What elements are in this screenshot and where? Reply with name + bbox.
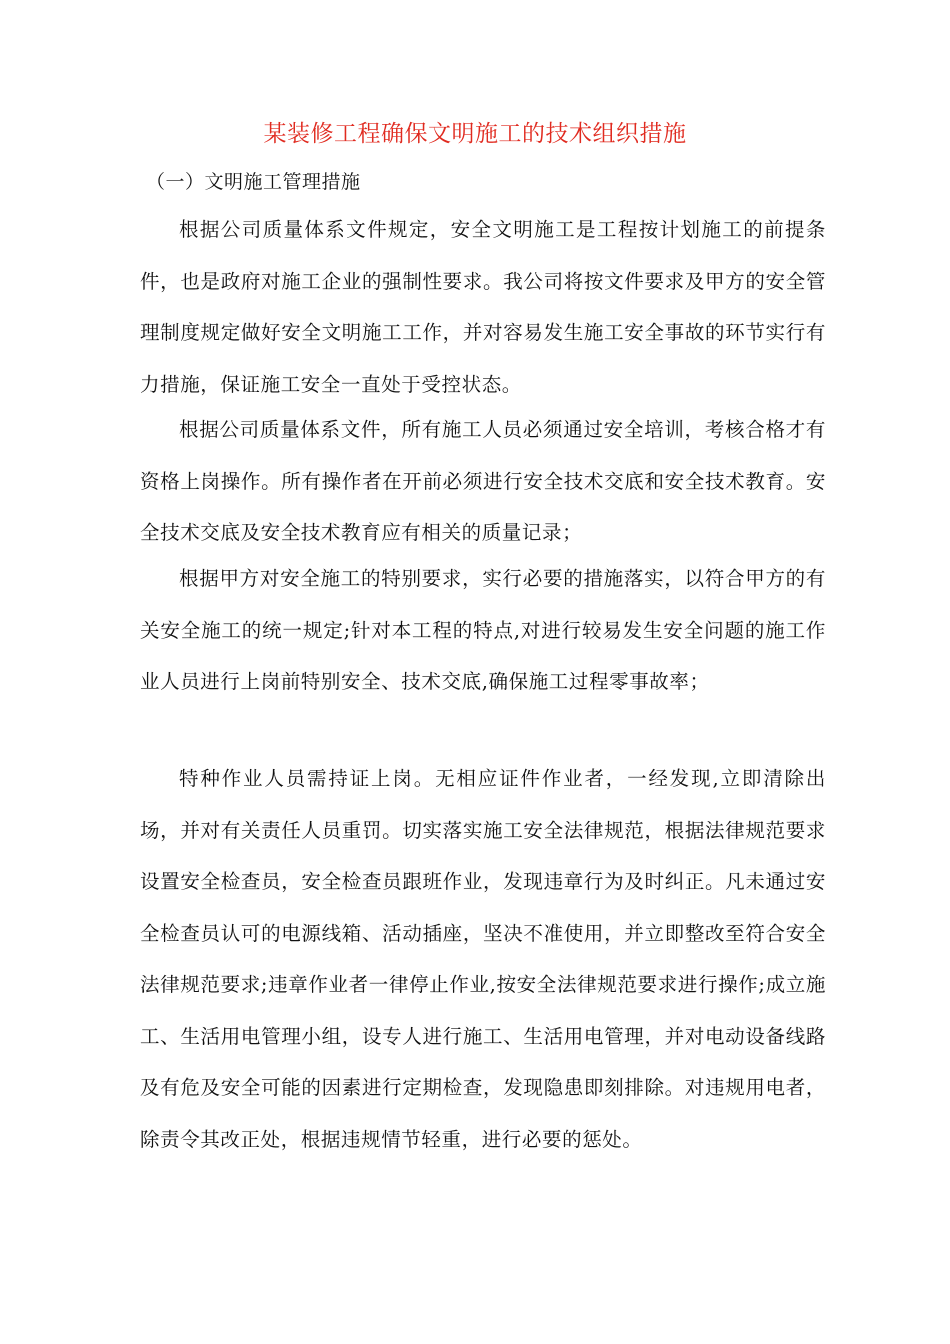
body-paragraph: 根据公司质量体系文件规定，安全文明施工是工程按计划施工的前提条件，也是政府对施工企业的强制性要求。我公司将按文件要求及甲方的安全管理制度规定做好安全文明施工工作，并对容易发生施工安全事故的环节实行有力措施，保证施工安全一直处于受控状态。 [140,218,826,396]
document-title: 某装修工程确保文明施工的技术组织措施 [263,121,687,147]
section-heading: （一）文明施工管理措施 [146,171,361,193]
body-paragraph: 根据甲方对安全施工的特别要求，实行必要的措施落实，以符合甲方的有关安全施工的统一规定;针对本工程的特点,对进行较易发生安全问题的施工作业人员进行上岗前特别安全、技术交底,确保施工过程零事故率； [140,567,826,693]
body-paragraph: 根据公司质量体系文件，所有施工人员必须通过安全培训，考核合格才有资格上岗操作。所有操作者在开前必须进行安全技术交底和安全技术教育。安全技术交底及安全技术教育应有相关的质量记录； [140,418,826,544]
body-paragraph: 特种作业人员需持证上岗。无相应证件作业者，一经发现,立即清除出场，并对有关责任人员重罚。切实落实施工安全法律规范，根据法律规范要求设置安全检查员，安全检查员跟班作业，发现违章行为及时纠正。凡未通过安全检查员认可的电源线箱、活动插座，坚决不准使用，并立即整改至符合安全法律规范要求;违章作业者一律停止作业,按安全法律规范要求进行操作;成立施工、生活用电管理小组，设专人进行施工、生活用电管理，并对电动设备线路及有危及安全可能的因素进行定期检查，发现隐患即刻排除。对违规用电者，除责令其改正处，根据违规情节轻重，进行必要的惩处。 [140,767,826,1151]
